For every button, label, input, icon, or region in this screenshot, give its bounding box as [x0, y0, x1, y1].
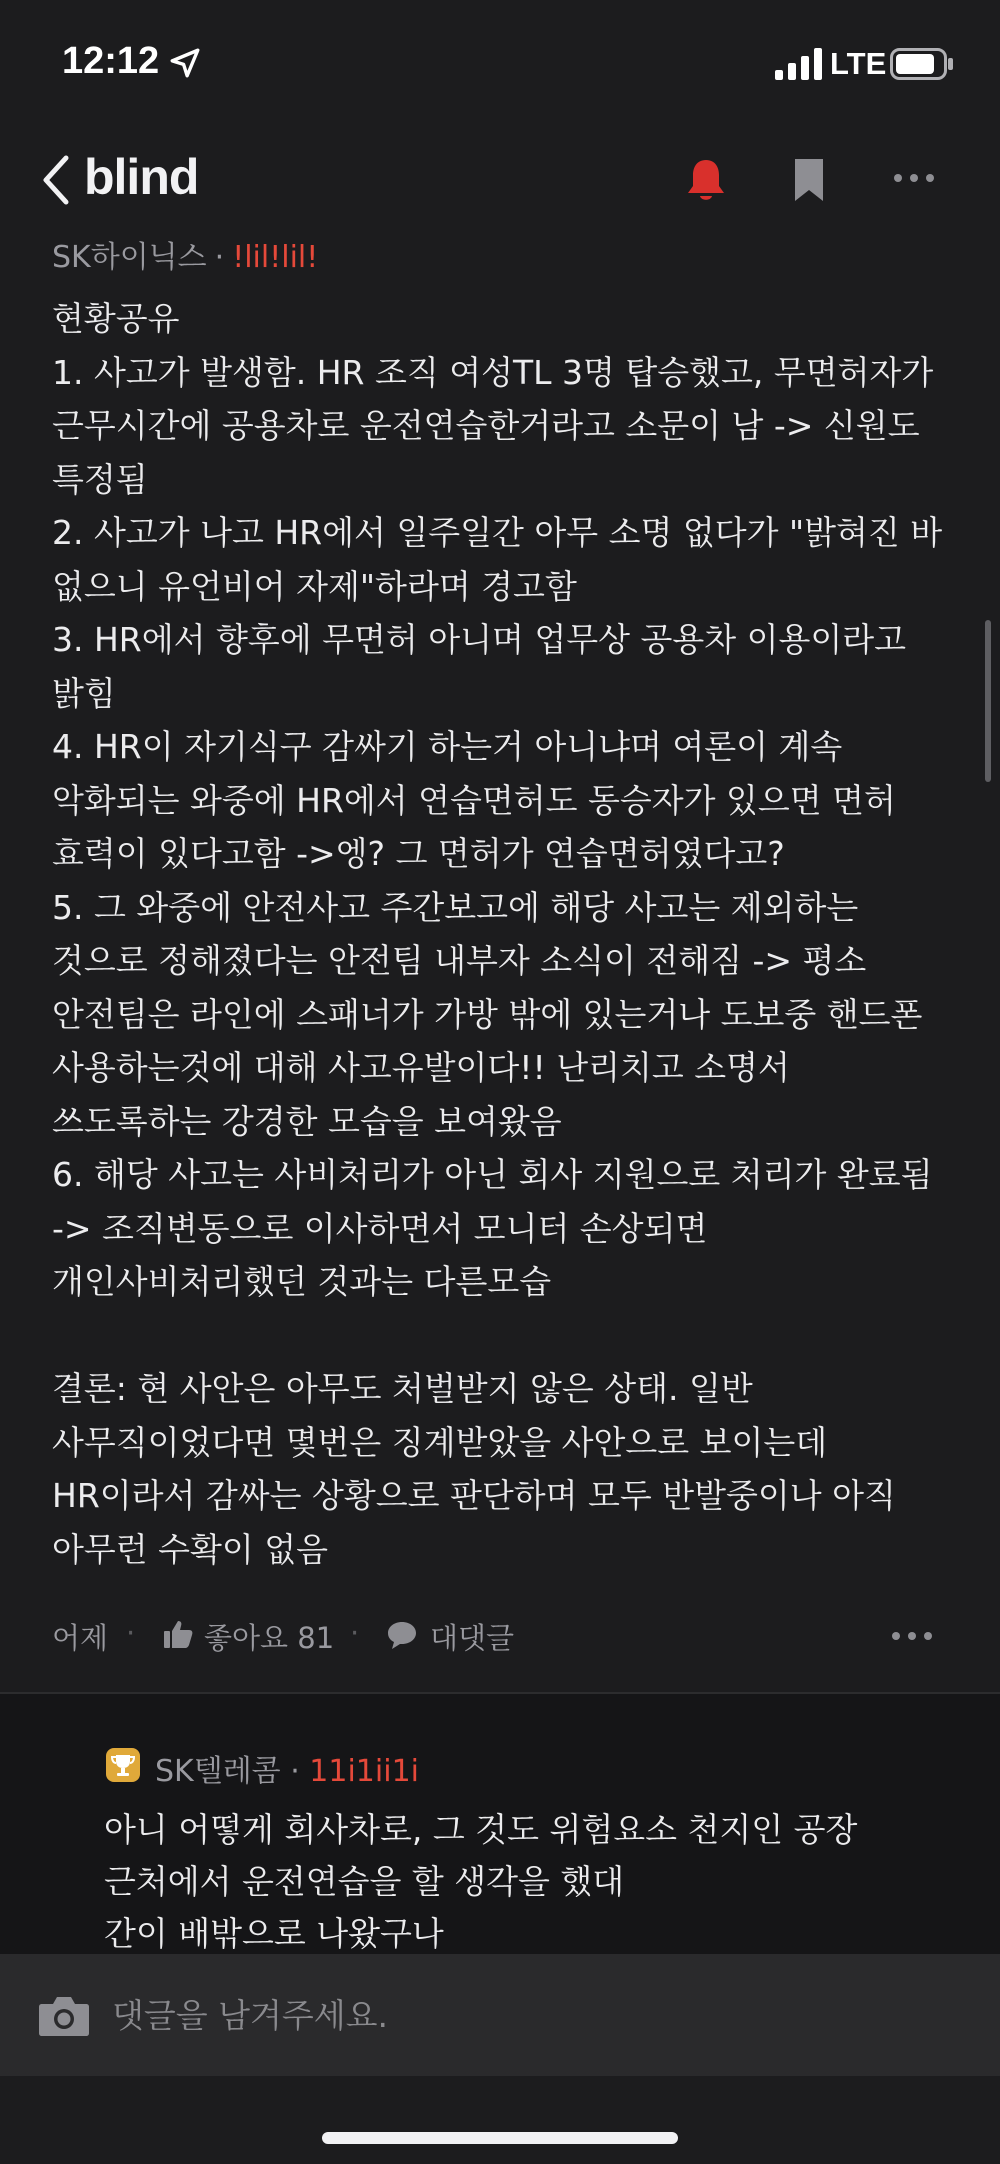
battery-icon — [890, 48, 954, 80]
cellular-signal-icon — [775, 48, 823, 80]
like-button[interactable]: 좋아요 81 — [204, 1621, 335, 1655]
author-nickname: !lil!lil! — [232, 240, 319, 275]
scrollbar[interactable] — [985, 620, 991, 782]
bookmark-icon[interactable] — [792, 156, 826, 204]
location-arrow-icon — [168, 46, 202, 80]
comment-body: 아니 어떻게 회사차로, 그 것도 위험요소 천지인 공장 근처에서 운전연습을 할 생각을 했대 간이 배밖으로 나왔구나 — [104, 1810, 858, 1953]
home-indicator-area — [0, 2076, 1000, 2164]
action-separator: · — [126, 1616, 136, 1650]
network-type: LTE — [830, 46, 887, 81]
comment-company: SK텔레콤 — [155, 1754, 281, 1789]
more-options-icon[interactable] — [892, 166, 936, 190]
home-indicator[interactable] — [322, 2132, 678, 2144]
status-bar — [0, 0, 1000, 130]
camera-icon[interactable] — [38, 1992, 90, 2038]
comment-item — [0, 1694, 1000, 1954]
back-chevron-icon[interactable] — [38, 152, 74, 208]
action-separator: · — [350, 1616, 360, 1650]
comment-input[interactable] — [110, 1978, 974, 2052]
thumbs-up-icon[interactable] — [162, 1618, 194, 1650]
reply-button[interactable]: 대댓글 — [430, 1621, 515, 1655]
nav-header — [0, 130, 1000, 230]
post-body: 현황공유 1. 사고가 발생함. HR 조직 여성TL 3명 탑승했고, 무면허자가 근무시간에 공용차로 운전연습한거라고 소문이 남 -> 신원도 특정됨 2. 사고가 나고 HR에서 일주일간 아무 소명 없다가 "밝혀진 바 없으니 유언비어 자제"하라며 경고함 3. HR에서 향후에 무면허 아니며 업무상 공용차 이용이라고 밝힘 4. HR이 자기식구 감싸기 하는거 아니냐며 여론이 계속 악화되는 와중에 HR에서 연습면허도 동승자가 있으면 면허 효력이 있다고함 ->엥? 그 면허가 연습면허였다고? 5. 그 와중에 안전사고 주간보고에 해당 사고는 제외하는 것으로 정해졌다는 안전팀 내부자 소식이 전해짐 -> 평소 안전팀은 라인에 스패너가 가방 밖에 있는거나 도보중 핸드폰 사용하는것에 대해 사고유발이다!! 난리치고 소명서 쓰도록하는 강경한 모습을 보여왔음 6. 해당 사고는 사비처리가 아닌 회사 지원으로 처리가 완료됨 -> 조직변동으로 이사하면서 모니터 손상되면 개인사비처리했던 것과는 다른모습 결론: 현 사안은 아무도 처벌받지 않은 상태. 일반 사무직이었다면 몇번은 징계받았을 사안으로 보이는데 HR이라서 감싸는 상황으로 판단하며 모두 반발중이나 아직 아무런 수확이 없음 — [52, 299, 943, 1569]
app-brand-logo: blind — [84, 149, 199, 205]
trophy-badge-icon — [106, 1748, 140, 1782]
post-more-icon[interactable] — [890, 1628, 934, 1644]
post-time: 어제 — [52, 1621, 109, 1655]
post-actions — [52, 1610, 952, 1660]
comment-separator: · — [290, 1754, 300, 1789]
author-company: SK하이닉스 — [52, 240, 207, 275]
comment-input-bar — [0, 1954, 1000, 2076]
author-separator: · — [214, 240, 225, 275]
post-author — [52, 232, 318, 276]
status-time: 12:12 — [62, 40, 160, 82]
speech-bubble-icon[interactable] — [386, 1620, 418, 1650]
comment-nickname: 11i1ii1i — [309, 1754, 419, 1789]
comment-author — [155, 1746, 419, 1790]
bell-icon[interactable] — [684, 156, 728, 204]
